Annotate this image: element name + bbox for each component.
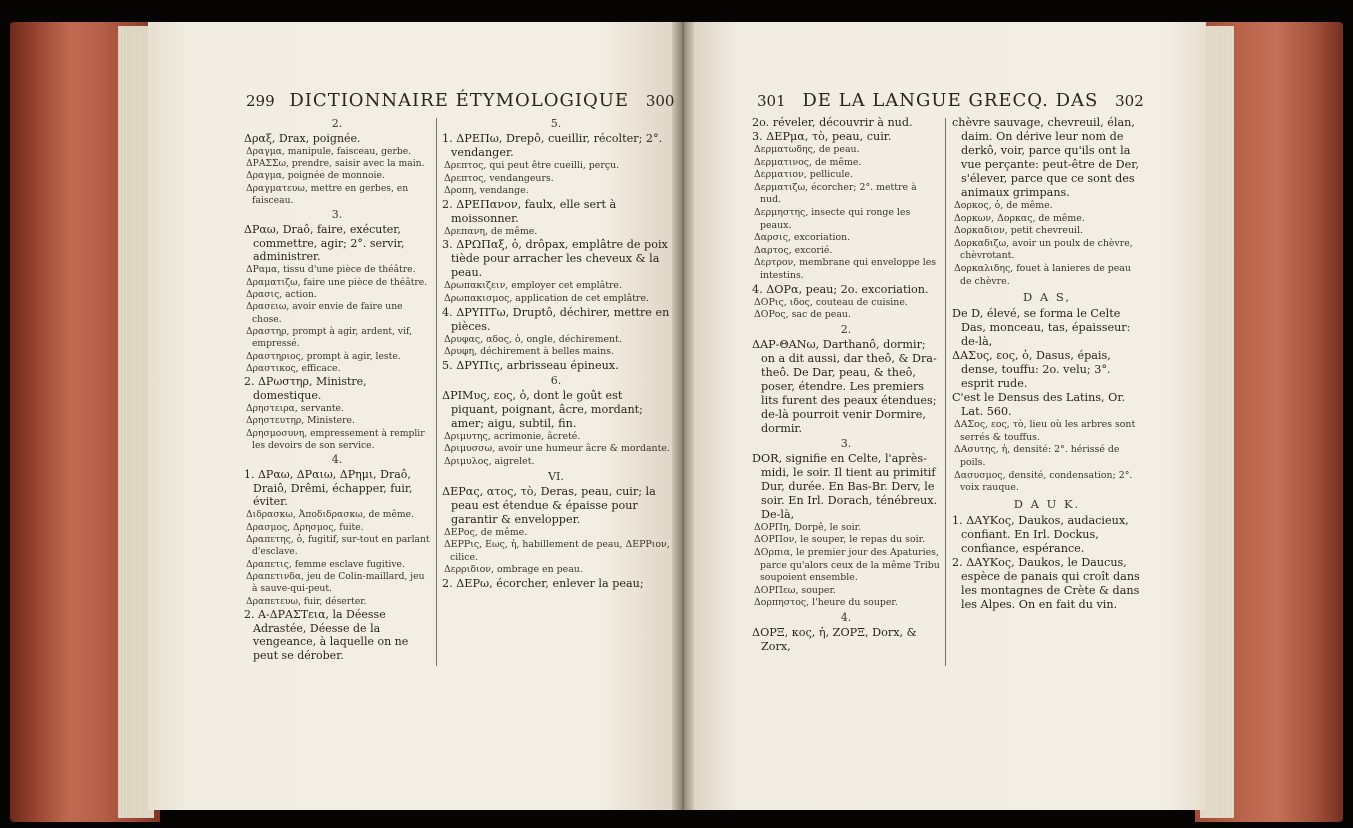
dictionary-entry: Δορκος, ὁ, de même. — [954, 200, 1053, 211]
dictionary-entry: Δερματιζω, écorcher; 2°. mettre à nud. — [754, 181, 917, 206]
dictionary-entry: C'est le Densus des Latins, Or. Lat. 560. — [952, 391, 1126, 419]
dictionary-entry: Δραστικος, efficace. — [246, 362, 341, 374]
dictionary-entry: Δορκαδιον, petit chevreuil. — [954, 225, 1083, 237]
dictionary-entry: Δρεπανη, de même. — [444, 225, 538, 237]
dictionary-entry: ΔΡαμα, tissu d'une pièce de théâtre. — [246, 264, 416, 276]
dictionary-entry: Δρηστειρα, servante. — [246, 402, 344, 414]
left-page-number-b: 300 — [645, 92, 675, 110]
dictionary-entry: Δραγμα, poignée de monnoie. — [246, 170, 385, 182]
dictionary-entry: Δριμυτης, acrimonie, âcreté. — [444, 430, 581, 442]
dictionary-entry: Δραπετις, femme esclave fugitive. — [246, 558, 405, 570]
dictionary-entry: ΔΡαω, Draô, faire, exécuter, commettre, agir; 2°. servir, administrer. — [244, 222, 405, 264]
dictionary-entry: 5. ΔΡΥΠις, arbrisseau épineux. — [442, 358, 619, 372]
dictionary-entry: Δρασειω, avoir envie de faire une chose. — [246, 301, 403, 325]
dictionary-entry: 2. ΔΡΕΠανον, faulx, elle sert à moissonner. — [442, 197, 617, 225]
dictionary-entry: Δρωπακισμος, application de cet emplâtre. — [444, 292, 650, 304]
dictionary-entry: ΔΟρπια, le premier jour des Apaturies, parce qu'alors ceux de la même Tribu soupoient ensemble. — [754, 546, 940, 584]
left-running-title: DICTIONNAIRE ÉTYMOLOGIQUE — [289, 90, 630, 111]
dictionary-entry: ΔΟΡΠη, Dorpê, le soir. — [754, 521, 862, 533]
dictionary-entry: Δερματωδης, de peau. — [754, 144, 860, 155]
right-page-column-1 — [752, 116, 940, 654]
section-heading: VI. — [548, 469, 564, 483]
dictionary-entry: Δερματινος, de même. — [754, 156, 862, 168]
dictionary-entry: Δρεπτος, qui peut être cueilli, perçu. — [444, 160, 620, 171]
dictionary-entry: 3. ΔΡΩΠαξ, ὁ, drôpax, emplâtre de poix tiède pour arracher les cheveux & la peau. — [442, 238, 668, 280]
dictionary-entry: 2. Α-ΔΡΑΣΤεια, la Déesse Adrastée, Déesse de la vengeance, à laquelle on ne peut se dérober. — [244, 607, 409, 663]
section-heading: 6. — [550, 373, 562, 387]
dictionary-entry: ΔΟΡΠον, le souper, le repas du soir. — [754, 534, 926, 546]
section-heading: D A S, — [1023, 290, 1071, 305]
dictionary-entry: 2o. réveler, découvrir à nud. — [752, 116, 913, 129]
dictionary-entry: Δρασμος, Δρησμος, fuite. — [246, 521, 364, 533]
dictionary-entry: Δορκαδιζω, avoir un poulx de chèvre, chèvrotant. — [954, 237, 1133, 262]
dictionary-entry: Δασυσμος, densité, condensation; 2°. voix rauque. — [954, 469, 1133, 494]
right-running-title: DE LA LANGUE GRECQ. DAS — [802, 90, 1099, 111]
right-page-number-a: 301 — [757, 92, 786, 110]
dictionary-entry: ΔΑσυτης, ἡ, densité: 2°. hérissé de poils. — [954, 444, 1120, 468]
dictionary-entry: Δρηστευτηρ, Ministere. — [246, 415, 355, 427]
dictionary-entry: Δρωπακιζειν, employer cet emplâtre. — [444, 280, 622, 292]
dictionary-entry: ΔΕΡας, ατος, τὸ, Deras, peau, cuir; la peau est étendue & épaisse pour garantir & envelopper. — [442, 484, 656, 526]
dictionary-entry: Δραπετης, ὁ, fugitif, sur-tout en parlant d'esclave. — [246, 533, 430, 558]
dictionary-entry: Δραπετινδα, jeu de Colin-maillard, jeu à sauve-qui-peut. — [246, 570, 425, 595]
left-page-column-2 — [442, 116, 670, 591]
dictionary-entry: ΔΑΡ-ΘΑΝω, Darthanô, dormir; on a dit aussi, dar theô, & Dra-theô. De Dar, peau, & theô, poser, étendre. Les premiers lits furent des peaux étendues; de-là pourroit venir Dormire, dormir. — [752, 337, 937, 435]
section-heading: 3. — [331, 208, 343, 222]
section-heading: 2. — [840, 322, 852, 336]
dictionary-entry: Δρησμοσυνη, empressement à remplir les devoirs de son service. — [246, 427, 425, 451]
section-heading: D A U K. — [1013, 496, 1081, 511]
dictionary-entry: Δραξ, Drax, poignée. — [244, 131, 361, 145]
left-column-rule — [436, 118, 437, 666]
right-page-number-b: 302 — [1115, 92, 1144, 110]
section-heading: 4. — [331, 453, 343, 467]
dictionary-entry: Δραγμα, manipule, faisceau, gerbe. — [246, 145, 412, 157]
dictionary-entry: ΔΡΑΣΣω, prendre, saisir avec la main. — [246, 157, 425, 169]
dictionary-entry: Δρεπτος, vendangeurs. — [444, 172, 554, 184]
dictionary-entry: ΔΡΙΜυς, εος, ὁ, dont le goût est piquant, poignant, âcre, mordant; amer; aigu, subtil, fin. — [442, 388, 643, 430]
dictionary-entry: Δροπη, vendange. — [444, 185, 529, 197]
dictionary-entry: Δορκαλιδης, fouet à lanieres de peau de chèvre. — [954, 262, 1131, 287]
right-page-header — [757, 90, 1177, 116]
dictionary-entry: Δρυφη, déchirement à belles mains. — [444, 346, 614, 358]
dictionary-entry: Δρυφας, αδος, ὁ, ongle, déchirement. — [444, 333, 622, 345]
left-page-number-a: 299 — [246, 92, 275, 110]
dictionary-entry: 3. ΔΕΡμα, τὸ, peau, cuir. — [752, 130, 892, 143]
right-page-column-2 — [952, 116, 1142, 612]
dictionary-entry: ΔΟΡΠεω, souper. — [754, 584, 836, 596]
dictionary-entry: Δορπηστος, l'heure du souper. — [754, 597, 898, 609]
dictionary-entry: 1. ΔΑΥΚος, Daukos, audacieux, confiant. En Irl. Dockus, confiance, espérance. — [952, 513, 1129, 555]
dictionary-entry: Δραστηρ, prompt à agir, ardent, vif, empressé. — [246, 325, 413, 350]
dictionary-entry: Δρασις, action. — [246, 288, 317, 300]
dictionary-entry: Δορκων, Δορκας, de même. — [954, 212, 1085, 224]
dictionary-entry: 2. ΔΑΥΚος, Daukos, le Daucus, espèce de panais qui croît dans les montagnes de Crète & dans les Alpes. On en fait du vin. — [952, 555, 1140, 611]
dictionary-entry: Διδρασκω, Ἀποδιδρασκω, de même. — [246, 509, 414, 521]
dictionary-entry: 2. ΔΕΡω, écorcher, enlever la peau; — [442, 576, 644, 590]
dictionary-entry: ΔΕΡΡις, Εως, ἡ, habillement de peau, ΔΕΡΡιον, cilice. — [444, 539, 670, 563]
dictionary-entry: 4. ΔΡΥΠΤω, Druptô, déchirer, mettre en pièces. — [442, 305, 670, 333]
dictionary-entry: ΔΕΡος, de même. — [444, 526, 528, 538]
dictionary-entry: 1. ΔΡΕΠω, Drepô, cueillir, récolter; 2°. vendanger. — [442, 132, 663, 159]
section-heading: 4. — [840, 610, 852, 624]
dictionary-entry: ΔΑΣυς, εος, ὁ, Dasus, épais, dense, touffu: 2o. velu; 3°. esprit rude. — [952, 349, 1111, 391]
section-heading: 2. — [331, 117, 343, 130]
dictionary-entry: ΔΑΣος, εος, τὸ, lieu où les arbres sont serrés & touffus. — [954, 419, 1136, 443]
dictionary-entry: Δραγματευω, mettre en gerbes, en faisceau. — [246, 182, 409, 206]
dictionary-entry: Δραματιζω, faire une pièce de théâtre. — [246, 276, 428, 288]
dictionary-entry: 2. ΔΡωστηρ, Ministre, domestique. — [244, 375, 367, 403]
dictionary-entry: Δερμηστης, insecte qui ronge les peaux. — [754, 206, 911, 231]
dictionary-entry: Δραστηριος, prompt à agir, leste. — [246, 350, 401, 362]
dictionary-entry: Δραπετευω, fuir, déserter. — [246, 595, 367, 607]
dictionary-entry: De D, élevé, se forma le Celte Das, monceau, tas, épaisseur: de-là, — [952, 307, 1131, 349]
book-gutter — [672, 22, 694, 810]
dictionary-entry: Δερτρον, membrane qui enveloppe les intestins. — [754, 257, 937, 281]
section-heading: 5. — [550, 117, 562, 130]
section-heading: 3. — [840, 436, 852, 450]
dictionary-entry: DOR, signifie en Celte, l'après-midi, le soir. Il tient au primitif Dur, durée. En Bas-Br. Derv, le soir. En Irl. Dorach, ténébreux. De-là, — [752, 451, 938, 521]
dictionary-entry: 1. ΔΡαω, ΔΡαιω, ΔΡημι, Draô, Draiô, Drêmi, échapper, fuir, éviter. — [244, 467, 413, 509]
dictionary-entry: ΔΟΡος, sac de peau. — [754, 309, 851, 321]
right-column-rule — [945, 118, 946, 666]
left-page-header — [246, 90, 675, 116]
dictionary-entry: ΔΟΡις, ιδος, couteau de cuisine. — [754, 296, 908, 308]
dictionary-entry: ΔΟΡΞ, κος, ἡ, ΖΟΡΞ, Dorx, & Zorx, — [752, 625, 917, 653]
dictionary-entry: chèvre sauvage, chevreuil, élan, daim. On dérive leur nom de derkô, voir, parce qu'ils ont la vue perçante: peut-être de Der, s'élever, parce que ce sont des animaux grimpans. — [952, 116, 1139, 199]
dictionary-entry: 4. ΔΟΡα, peau; 2o. excoriation. — [752, 282, 929, 296]
dictionary-entry: Δερματιον, pellicule. — [754, 169, 854, 181]
dictionary-entry: Δαρσις, excoriation. — [754, 232, 851, 244]
dictionary-entry: Δριμυλος, aigrelet. — [444, 455, 535, 467]
left-page-column-1 — [244, 116, 430, 663]
dictionary-entry: Δαρτος, excorié. — [754, 244, 833, 256]
dictionary-entry: Δριμυσσω, avoir une humeur âcre & mordante. — [444, 443, 670, 455]
dictionary-entry: Δερριδιον, ombrage en peau. — [444, 564, 583, 576]
